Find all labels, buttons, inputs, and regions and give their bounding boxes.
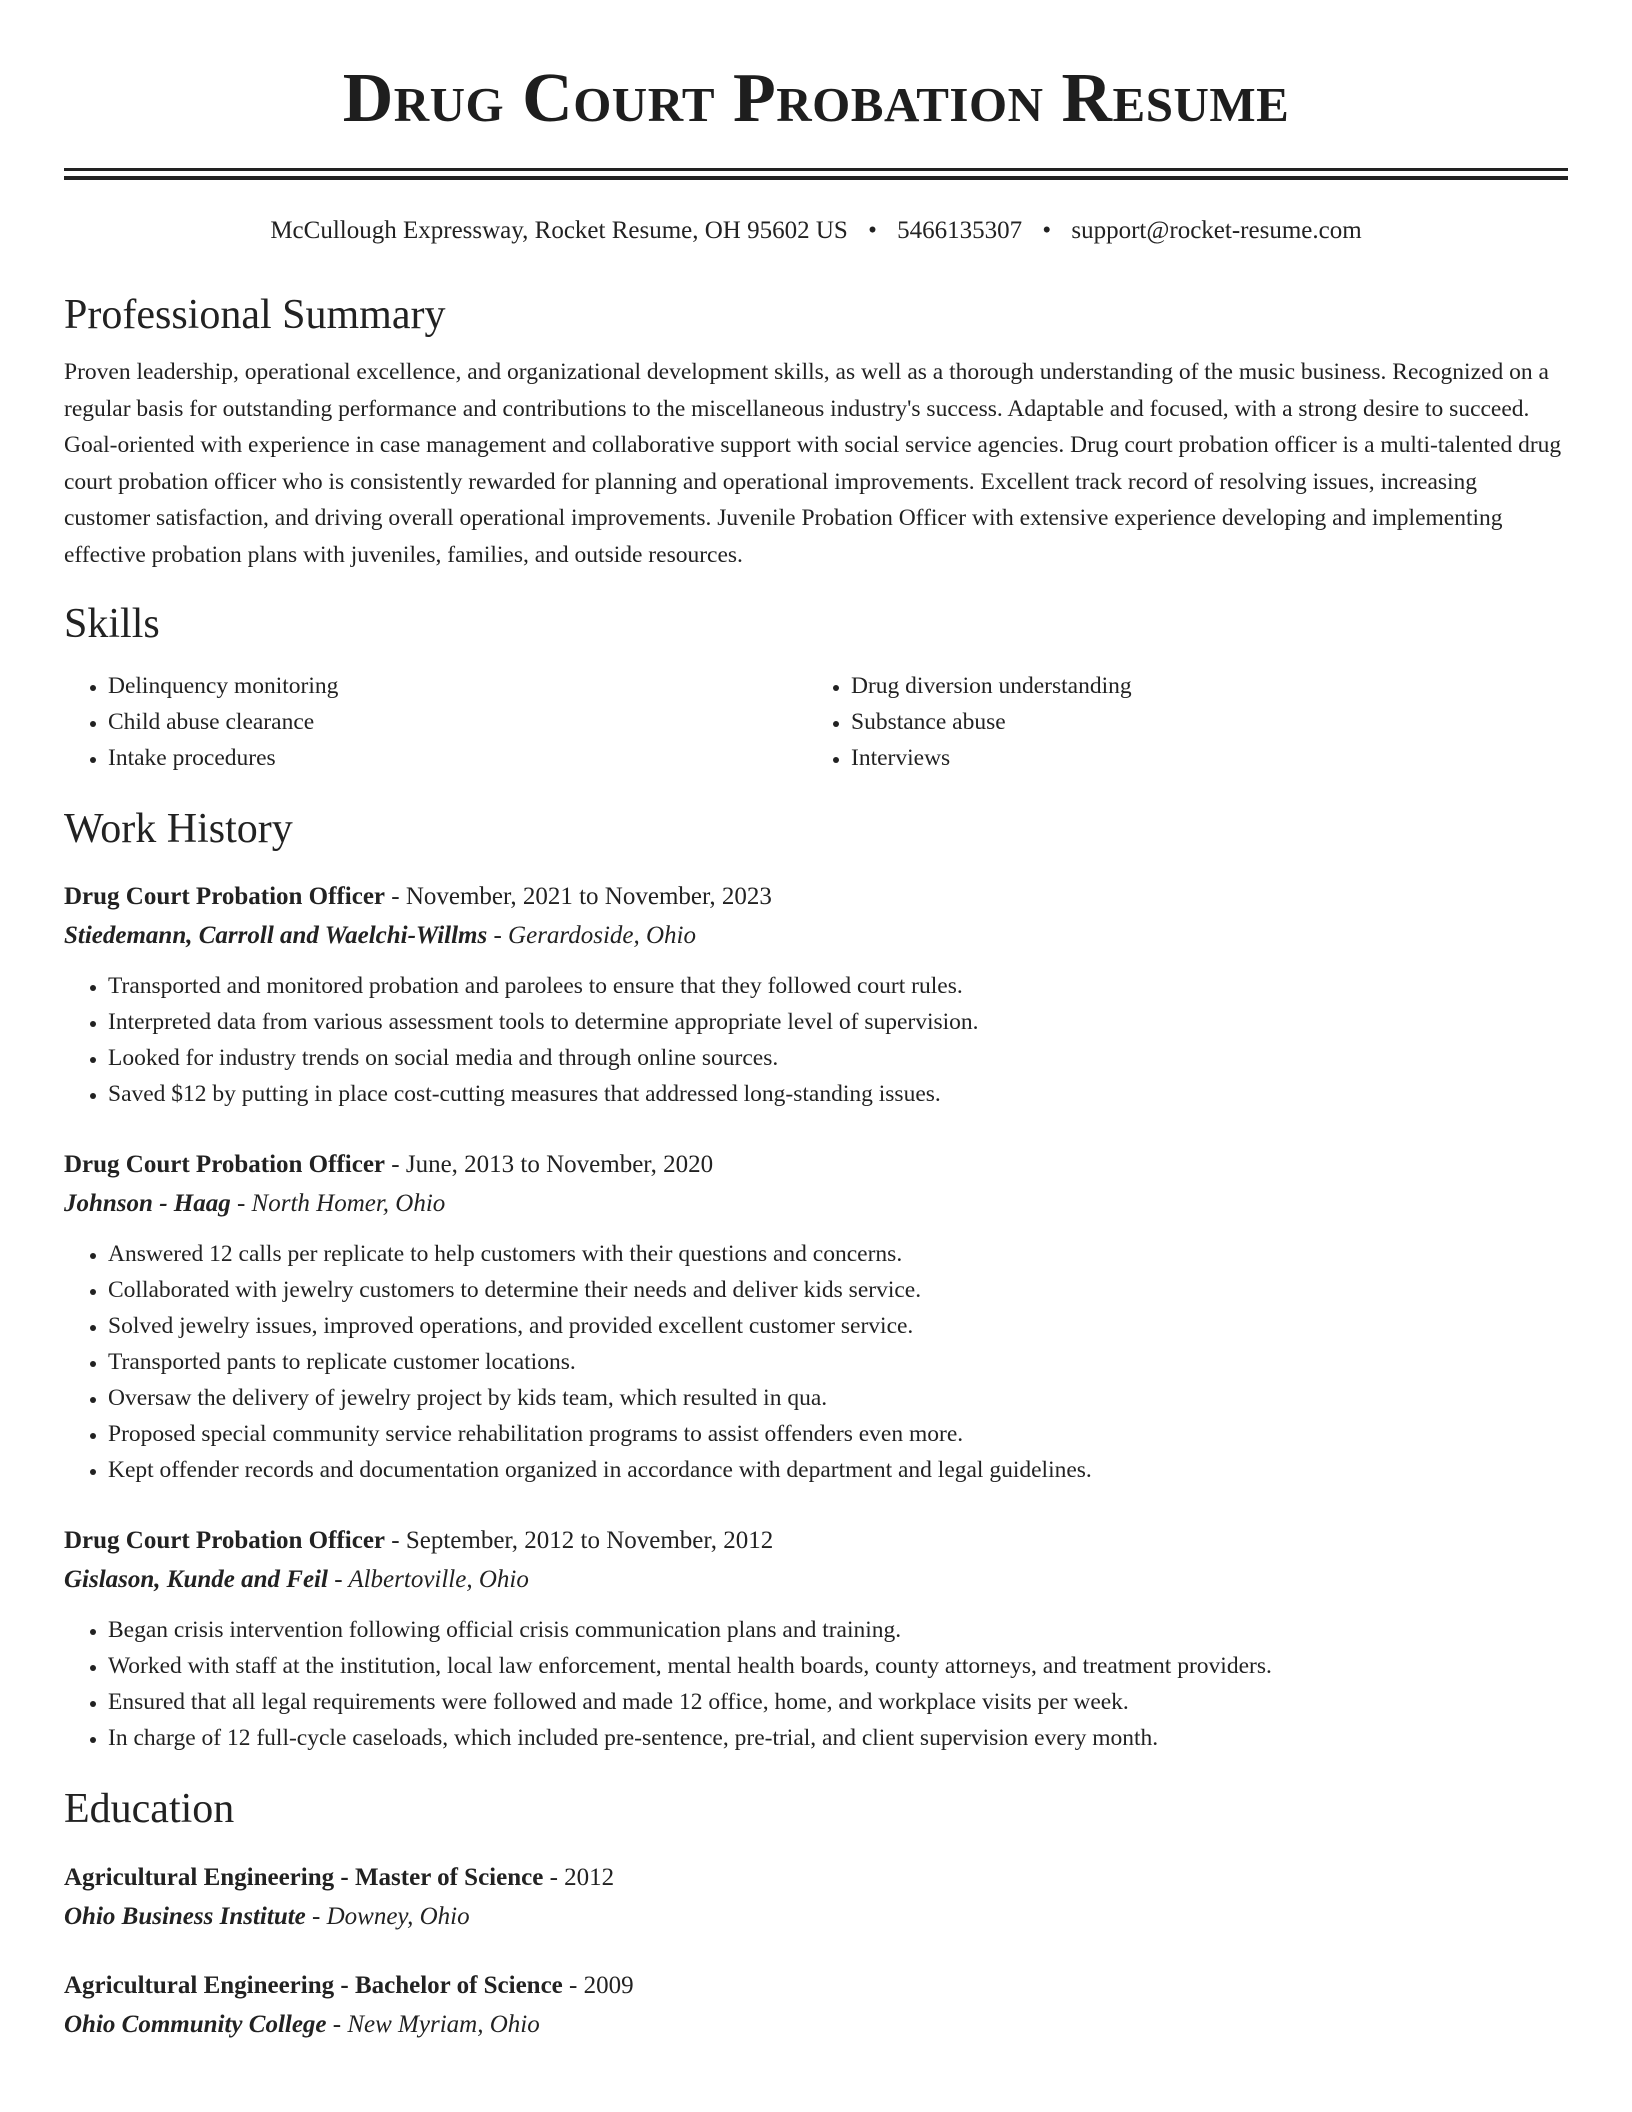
skill-item: • Intake procedures — [108, 740, 807, 776]
job-bullets — [64, 968, 1568, 1112]
education-degree-line — [64, 1967, 1568, 2005]
summary-heading: Professional Summary — [64, 292, 446, 338]
contact-separator: • — [1042, 217, 1052, 244]
job-bullet: • Began crisis intervention following official crisis communication plans and training. — [108, 1612, 1568, 1648]
education-degree: Agricultural Engineering - Bachelor of Science — [64, 1971, 563, 1999]
contact-email: support@rocket-resume.com — [1071, 217, 1362, 244]
job-location: - Gerardoside, Ohio — [487, 922, 696, 950]
contact-line — [64, 216, 1568, 246]
job-company: Stiedemann, Carroll and Waelchi-Willms — [64, 922, 488, 950]
skills-column-left — [64, 668, 807, 776]
job-bullet: • Oversaw the delivery of jewelry project by kids team, which resulted in qua. — [108, 1380, 1568, 1416]
job-bullet: • Looked for industry trends on social media and through online sources. — [108, 1040, 1568, 1076]
education-school: Ohio Community College — [64, 2010, 327, 2038]
skill-item: • Substance abuse — [851, 704, 1568, 740]
job-company: Gislason, Kunde and Feil — [64, 1566, 328, 1594]
education-school-line — [64, 2005, 1568, 2045]
education-school-line — [64, 1897, 1568, 1937]
job-dates: - November, 2021 to November, 2023 — [385, 883, 772, 911]
education-degree: Agricultural Engineering - Master of Science — [64, 1863, 544, 1891]
skill-item: • Interviews — [851, 740, 1568, 776]
job-bullet: • In charge of 12 full-cycle caseloads, which included pre-sentence, pre-trial, and client supervision every month. — [108, 1720, 1568, 1756]
skill-item: • Child abuse clearance — [108, 704, 807, 740]
job-bullet: • Worked with staff at the institution, local law enforcement, mental health boards, county attorneys, and treatment providers. — [108, 1648, 1568, 1684]
job-bullet: • Collaborated with jewelry customers to determine their needs and deliver kids service. — [108, 1272, 1568, 1308]
job-location: - North Homer, Ohio — [230, 1190, 446, 1218]
job-company-line — [64, 916, 1568, 956]
job-entry — [64, 1146, 1568, 1488]
contact-separator: • — [868, 217, 877, 244]
job-bullet: • Solved jewelry issues, improved operations, and provided excellent customer service. — [108, 1308, 1568, 1344]
job-title-line — [64, 1522, 1568, 1560]
job-title: Drug Court Probation Officer — [64, 1151, 386, 1179]
job-bullets — [64, 1236, 1568, 1488]
job-title-line — [64, 1146, 1568, 1184]
skill-item: • Drug diversion understanding — [851, 668, 1568, 704]
summary-text: Proven leadership, operational excellence, and organizational development skills, as well as a thorough understanding of the music business. Recognized on a regular basis for outstanding performance and contributions to the miscellaneous industry's success. Adaptable and focused, with a strong desire to succeed. Goal-oriented with experience in case management and collaborative support with social service agencies. Drug court probation officer is a multi-talented drug court probation officer who is consistently rewarded for planning and operational improvements. Excellent track record of resolving issues, increasing customer satisfaction, and driving overall operational improvements. Juvenile Probation Officer with extensive experience developing and implementing effective probation plans with juveniles, families, and outside resources. — [64, 359, 1562, 568]
job-dates: - September, 2012 to November, 2012 — [385, 1527, 774, 1555]
job-company: Johnson - Haag — [64, 1190, 231, 1218]
job-dates: - June, 2013 to November, 2020 — [385, 1151, 714, 1179]
job-bullet: • Saved $12 by putting in place cost-cutting measures that addressed long-standing issues. — [108, 1076, 1568, 1112]
contact-address: McCullough Expressway, Rocket Resume, OH 95602 US — [270, 217, 848, 244]
job-title: Drug Court Probation Officer — [64, 883, 386, 911]
education-entry — [64, 1967, 1568, 2045]
job-location: - Albertoville, Ohio — [327, 1566, 529, 1594]
job-bullet: • Proposed special community service rehabilitation programs to assist offenders even more. — [108, 1416, 1568, 1452]
job-entry — [64, 1522, 1568, 1756]
job-bullet: • Kept offender records and documentation organized in accordance with department and legal guidelines. — [108, 1452, 1568, 1488]
job-bullets — [64, 1612, 1568, 1756]
education-heading: Education — [64, 1786, 235, 1833]
title-divider-bottom — [64, 176, 1568, 180]
job-bullet: • Transported and monitored probation and parolees to ensure that they followed court rules. — [108, 968, 1568, 1004]
job-company-line — [64, 1560, 1568, 1600]
job-bullet: • Ensured that all legal requirements were followed and made 12 office, home, and workplace visits per week. — [108, 1684, 1568, 1720]
education-location: - New Myriam, Ohio — [326, 2010, 540, 2038]
education-entry — [64, 1859, 1568, 1937]
job-bullet: • Answered 12 calls per replicate to help customers with their questions and concerns. — [108, 1236, 1568, 1272]
skills-column-right — [807, 668, 1568, 776]
job-entry — [64, 878, 1568, 1112]
job-title-line — [64, 878, 1568, 916]
job-bullet: • Interpreted data from various assessment tools to determine appropriate level of supervision. — [108, 1004, 1568, 1040]
job-company-line — [64, 1184, 1568, 1224]
skills-list — [64, 668, 1568, 776]
education-school: Ohio Business Institute — [64, 1902, 306, 1930]
job-title: Drug Court Probation Officer — [64, 1527, 386, 1555]
education-year: - 2012 — [543, 1863, 615, 1891]
work-history-heading: Work History — [64, 805, 293, 852]
education-location: - Downey, Ohio — [305, 1902, 470, 1930]
title-divider-top — [64, 168, 1568, 171]
education-year: - 2009 — [562, 1971, 634, 1999]
skills-heading: Skills — [64, 601, 160, 648]
contact-phone: 5466135307 — [897, 217, 1023, 244]
skill-item: • Delinquency monitoring — [108, 668, 807, 704]
education-degree-line — [64, 1859, 1568, 1897]
job-bullet: • Transported pants to replicate customer locations. — [108, 1344, 1568, 1380]
resume-title: Drug Court Probation Resume — [342, 60, 1290, 137]
